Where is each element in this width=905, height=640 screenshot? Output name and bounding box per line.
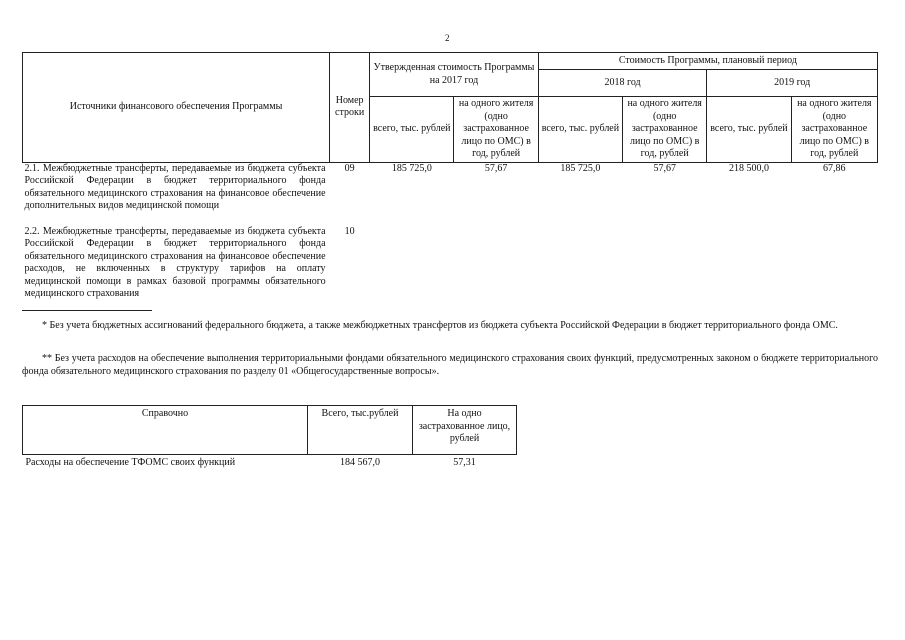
table-row xyxy=(23,226,878,301)
row-total-2019: 218 500,0 xyxy=(728,162,769,174)
reference-header-per-capita: На одно застрахованное лицо, рублей xyxy=(413,406,517,455)
program-cost-table xyxy=(22,52,878,301)
row-total-2018: 185 725,0 xyxy=(560,162,601,174)
row-total-2018 xyxy=(538,226,622,301)
header-line-number: Номер строки xyxy=(330,53,370,163)
header-planned-period: Стоимость Программы, плановый период xyxy=(538,53,877,70)
header-year-2018: 2018 год xyxy=(538,70,707,97)
page-number: 2 xyxy=(445,33,450,43)
footnote-divider xyxy=(22,310,152,311)
header-total-2017: всего, тыс. рублей xyxy=(370,97,454,163)
row-per-capita-2018 xyxy=(623,226,707,301)
row-line-number: 10 xyxy=(344,225,355,237)
reference-row-total: 184 567,0 xyxy=(340,457,380,468)
header-per-capita-2019: на одного жителя (одно застрахованное лицо по ОМС) в год, рублей xyxy=(791,97,877,163)
row-total-2019 xyxy=(707,226,791,301)
reference-table xyxy=(22,405,517,472)
reference-header-total: Всего, тыс.рублей xyxy=(308,406,413,455)
header-year-2019: 2019 год xyxy=(707,70,878,97)
header-total-2019: всего, тыс. рублей xyxy=(707,97,791,163)
row-source: 2.1. Межбюджетные трансферты, передаваемые из бюджета субъекта Российской Федерации в бюджет территориального фонда обязательного медицинского страхования на финансовое обеспечение дополнительных видов медицинской помощи xyxy=(24,162,326,211)
header-approved-2017: Утвержденная стоимость Программы на 2017 год xyxy=(370,53,539,97)
reference-row-label: Расходы на обеспечение ТФОМС своих функций xyxy=(25,457,236,468)
footnote-one: * Без учета бюджетных ассигнований федерального бюджета, а также межбюджетных трансфертов из бюджета субъекта Российской Федерации в бюджет территориального фонда ОМС. xyxy=(42,320,838,331)
reference-header-label: Справочно xyxy=(23,406,308,455)
header-per-capita-2017: на одного жителя (одно застрахованное лицо по ОМС) в год, рублей xyxy=(454,97,538,163)
footnote-two: ** Без учета расходов на обеспечение выполнения территориальными фондами обязательного медицинского страхования своих функций, предусмотренных законом о бюджете территориального фонда обязательного медицинского страхования по разделу 01 «Общегосударственные вопросы». xyxy=(22,353,878,377)
row-total-2017: 185 725,0 xyxy=(391,162,432,174)
row-per-capita-2018: 57,67 xyxy=(653,162,676,174)
row-source: 2.2. Межбюджетные трансферты, передаваемые из бюджета субъекта Российской Федерации в бюджет территориального фонда обязательного медицинского страхования на финансовое обеспечение расходов, не включенных в структуру тарифов на оплату медицинской помощи в рамках базовой программы обязательного медицинского страхования xyxy=(24,225,326,299)
table-row xyxy=(23,162,878,213)
row-total-2017 xyxy=(370,226,454,301)
header-total-2018: всего, тыс. рублей xyxy=(538,97,622,163)
header-source: Источники финансового обеспечения Программы xyxy=(23,53,330,163)
table-row xyxy=(23,455,517,472)
row-line-number: 09 xyxy=(344,162,355,174)
reference-row-per-capita: 57,31 xyxy=(453,457,476,468)
row-per-capita-2019: 67,86 xyxy=(823,162,846,174)
row-per-capita-2017: 57,67 xyxy=(484,162,508,174)
header-per-capita-2018: на одного жителя (одно застрахованное лицо по ОМС) в год, рублей xyxy=(623,97,707,163)
row-per-capita-2019 xyxy=(791,226,877,301)
row-per-capita-2017 xyxy=(454,226,538,301)
